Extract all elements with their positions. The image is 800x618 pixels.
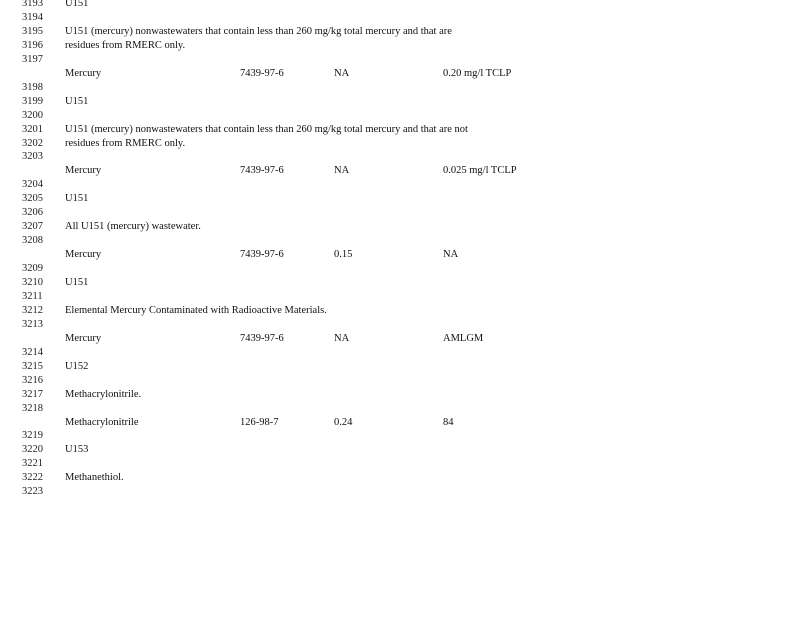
wastewater-standard: 0.24 — [334, 416, 353, 428]
cas-number: 126-98-7 — [240, 416, 279, 428]
cas-number: 7439-97-6 — [240, 332, 284, 344]
cas-number: 7439-97-6 — [240, 165, 284, 177]
line-number: 3206 — [22, 207, 43, 219]
line-number: 3211 — [22, 290, 43, 302]
line-number: 3197 — [22, 53, 43, 65]
line-number: 3209 — [22, 263, 43, 275]
text-line — [0, 277, 800, 289]
constituent-name: Methacrylonitrile — [65, 416, 139, 428]
nonwastewater-standard: AMLGM — [443, 332, 484, 344]
wastewater-standard: NA — [334, 67, 350, 79]
line-number: 3217 — [22, 388, 43, 400]
text-line — [0, 305, 800, 317]
constituent-name: Mercury — [65, 165, 102, 177]
line-text: U153 — [65, 444, 89, 456]
wastewater-standard: NA — [334, 332, 350, 344]
line-text: U151 — [65, 95, 89, 107]
text-line — [0, 430, 800, 442]
text-line — [0, 458, 800, 470]
line-text: U151 — [65, 277, 89, 288]
text-line — [0, 389, 800, 401]
line-number: 3199 — [22, 95, 43, 107]
line-number: 3218 — [22, 402, 43, 414]
table-row — [0, 249, 800, 261]
line-number: 3223 — [22, 486, 43, 498]
text-line — [0, 12, 800, 24]
text-line — [0, 319, 800, 331]
line-number: 3205 — [22, 193, 43, 205]
line-number: 3221 — [22, 458, 43, 470]
line-number: 3200 — [22, 109, 43, 121]
line-number: 3220 — [22, 444, 43, 456]
text-line — [0, 291, 800, 303]
line-number: 3194 — [22, 11, 43, 23]
text-line — [0, 138, 800, 150]
text-line — [0, 26, 800, 38]
text-line — [0, 124, 800, 136]
cas-number: 7439-97-6 — [240, 67, 284, 79]
line-number: 3207 — [22, 221, 43, 233]
wastewater-standard: 0.15 — [334, 249, 353, 261]
text-line — [0, 361, 800, 373]
text-line — [0, 40, 800, 52]
line-number: 3215 — [22, 360, 43, 372]
line-text: U151 (mercury) nonwastewaters that contain less than 260 mg/kg total mercury and that are — [65, 25, 452, 37]
cas-number: 7439-97-6 — [240, 249, 284, 261]
line-number: 3198 — [22, 81, 43, 93]
line-number: 3203 — [22, 151, 43, 163]
text-line — [0, 0, 800, 10]
line-text: Methanethiol. — [65, 472, 124, 484]
wastewater-standard: NA — [334, 165, 350, 177]
text-line — [0, 110, 800, 122]
line-number: 3208 — [22, 235, 43, 247]
constituent-name: Mercury — [65, 67, 102, 79]
text-line — [0, 54, 800, 66]
text-line — [0, 96, 800, 108]
text-line — [0, 151, 800, 163]
text-line — [0, 179, 800, 191]
text-line — [0, 403, 800, 415]
line-number: 3195 — [22, 25, 43, 37]
line-number: 3214 — [22, 346, 43, 358]
nonwastewater-standard: NA — [443, 249, 459, 261]
line-number: 3213 — [22, 318, 43, 330]
constituent-name: Mercury — [65, 249, 102, 261]
text-line — [0, 207, 800, 219]
table-row — [0, 333, 800, 345]
line-text: U151 (mercury) nonwastewaters that contain less than 260 mg/kg total mercury and that are not — [65, 123, 468, 135]
line-number: 3210 — [22, 277, 43, 288]
line-number: 3202 — [22, 137, 43, 149]
text-line — [0, 235, 800, 247]
nonwastewater-standard: 84 — [443, 416, 454, 428]
table-row — [0, 68, 800, 80]
nonwastewater-standard: 0.025 mg/l TCLP — [443, 165, 517, 177]
line-number: 3222 — [22, 472, 43, 484]
text-line — [0, 263, 800, 275]
text-line — [0, 221, 800, 233]
text-line — [0, 472, 800, 484]
line-number: 3204 — [22, 179, 43, 191]
table-row — [0, 417, 800, 429]
line-text: Elemental Mercury Contaminated with Radioactive Materials. — [65, 304, 327, 316]
constituent-name: Mercury — [65, 332, 102, 344]
line-number: 3212 — [22, 304, 43, 316]
text-line — [0, 193, 800, 205]
line-text: Methacrylonitrile. — [65, 388, 142, 400]
text-line — [0, 375, 800, 387]
line-text: All U151 (mercury) wastewater. — [65, 221, 201, 233]
line-text: U151 — [65, 0, 89, 9]
line-number: 3201 — [22, 123, 43, 135]
nonwastewater-standard: 0.20 mg/l TCLP — [443, 67, 512, 79]
text-line — [0, 486, 800, 498]
line-number: 3219 — [22, 430, 43, 442]
line-number: 3196 — [22, 39, 43, 51]
line-number: 3193 — [22, 0, 43, 9]
line-text: U152 — [65, 360, 89, 372]
line-text: U151 — [65, 193, 89, 205]
text-line — [0, 82, 800, 94]
line-text: residues from RMERC only. — [65, 39, 186, 51]
line-number: 3216 — [22, 374, 43, 386]
line-text: residues from RMERC only. — [65, 137, 186, 149]
table-row — [0, 165, 800, 177]
text-line — [0, 347, 800, 359]
text-line — [0, 444, 800, 456]
